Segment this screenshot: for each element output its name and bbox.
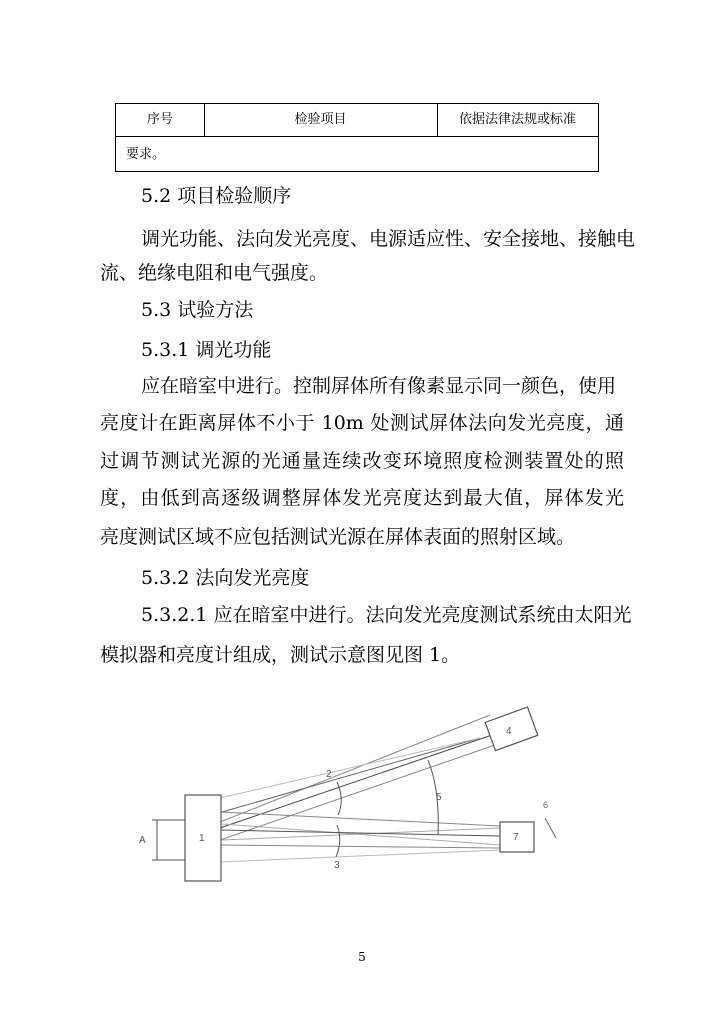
ray-to-meter-outer xyxy=(220,715,490,822)
heading-5-3: 5.3 试验方法 xyxy=(141,299,254,321)
ray-to-simulator-lower xyxy=(220,845,500,848)
table-header-row xyxy=(116,104,598,137)
ray-to-meter-lower xyxy=(220,745,495,840)
page-number: 5 xyxy=(358,950,366,964)
ray-cross-b xyxy=(222,828,500,840)
ray-to-simulator-upper xyxy=(220,812,500,826)
paragraph-5-3-1-line-4: 度，由低到高逐级调整屏体发光亮度达到最大值，屏体发光 xyxy=(100,487,624,509)
figure-1-test-diagram xyxy=(130,705,570,885)
ray-screen-bottom xyxy=(220,850,500,862)
standards-table xyxy=(115,103,599,172)
angle-arc-3 xyxy=(336,825,340,857)
heading-5-3-1: 5.3.1 调光功能 xyxy=(141,339,272,361)
paragraph-5-3-2-1-line-1: 5.3.2.1 应在暗室中进行。法向发光亮度测试系统由太阳光 xyxy=(141,604,632,626)
arrow-6 xyxy=(545,818,556,838)
heading-5-2: 5.2 项目检验顺序 xyxy=(141,185,292,207)
paragraph-5-2-line-1: 调光功能、法向发光亮度、电源适应性、安全接地、接触电 xyxy=(141,228,636,250)
heading-5-3-2: 5.3.2 法向发光亮度 xyxy=(141,567,310,589)
table-continuation-cell: 要求。 xyxy=(126,147,166,162)
label-5: 5 xyxy=(436,792,442,803)
ray-to-simulator-center xyxy=(220,830,500,836)
paragraph-5-2-line-2: 流、绝缘电阻和电气强度。 xyxy=(100,262,329,284)
paragraph-5-3-1-line-1: 应在暗室中进行。控制屏体所有像素显示同一颜色，使用 xyxy=(141,375,617,397)
paragraph-5-3-2-1-line-2: 模拟器和亮度计组成，测试示意图见图 1。 xyxy=(100,644,461,666)
label-4: 4 xyxy=(506,726,512,737)
ray-screen-top xyxy=(220,738,480,798)
label-3: 3 xyxy=(334,860,340,871)
label-7: 7 xyxy=(513,832,519,843)
header-standard-basis: 依据法律法规或标准 xyxy=(458,112,576,127)
label-6: 6 xyxy=(543,800,549,810)
label-2: 2 xyxy=(326,769,332,780)
header-serial-no: 序号 xyxy=(116,104,205,136)
paragraph-5-3-1-line-5: 亮度测试区域不应包括测试光源在屏体表面的照射区域。 xyxy=(100,526,576,548)
paragraph-5-3-1-line-3: 过调节测试光源的光通量连续改变环境照度检测装置处的照 xyxy=(100,450,624,472)
header-inspection-item: 检验项目 xyxy=(204,104,438,136)
paragraph-5-3-1-line-2: 亮度计在距离屏体不小于 10m 处测试屏体法向发光亮度，通 xyxy=(100,412,624,434)
label-a: A xyxy=(139,835,146,846)
label-1: 1 xyxy=(199,833,205,844)
